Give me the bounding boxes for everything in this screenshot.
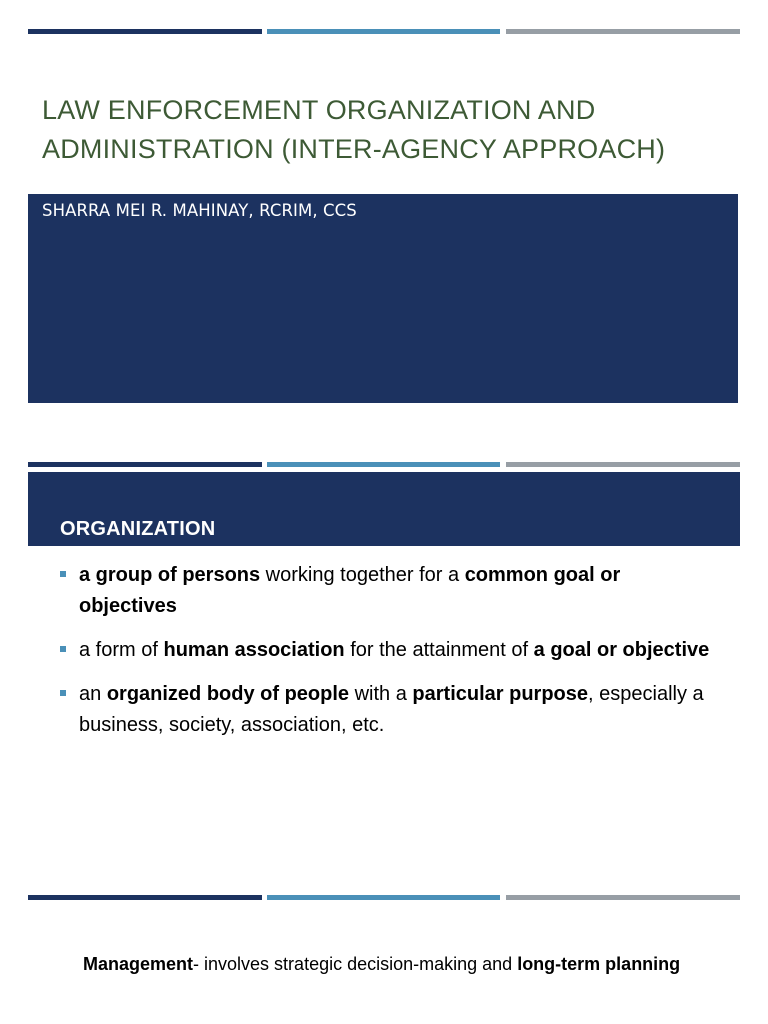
bold-text: Management <box>83 954 194 974</box>
bold-text: human association <box>163 639 345 661</box>
bullet-item <box>60 560 710 622</box>
square-bullet-icon <box>60 646 66 652</box>
slide3-accent-bars <box>28 895 740 900</box>
slide1-title <box>42 91 742 169</box>
square-bullet-icon <box>60 690 66 696</box>
accent-bar-gray <box>506 462 740 467</box>
text-run: working together for a <box>260 564 465 586</box>
bold-text: common goal or objectives <box>79 564 621 617</box>
bullet-item <box>60 635 710 666</box>
bold-text: particular purpose <box>412 683 589 705</box>
slide1-accent-bars <box>28 29 740 34</box>
bold-text: long-term planning <box>517 954 681 974</box>
accent-bar-blue <box>267 895 500 900</box>
square-bullet-icon <box>60 571 66 577</box>
bullet-item <box>60 679 710 741</box>
text-run: - involves strategic decision-making and <box>193 954 518 974</box>
slide1-author-block <box>28 194 738 403</box>
slide1-title-line2: ADMINISTRATION (INTER-AGENCY APPROACH) <box>42 134 666 164</box>
accent-bar-navy <box>28 462 262 467</box>
slide1-title-line1: LAW ENFORCEMENT ORGANIZATION AND <box>42 95 596 125</box>
text-run: with a <box>349 683 413 705</box>
slide2-header-band <box>28 472 740 546</box>
slide1-author: SHARRA MEI R. MAHINAY, RCRIM, CCS <box>42 201 357 220</box>
slide2-accent-bars <box>28 462 740 467</box>
slide3-management-text <box>83 946 703 982</box>
bold-text: organized body of people <box>106 683 350 705</box>
accent-bar-blue <box>267 462 500 467</box>
bold-text: a goal or objective <box>533 639 710 661</box>
accent-bar-navy <box>28 895 262 900</box>
accent-bar-blue <box>267 29 500 34</box>
text-run: for the attainment of <box>344 639 534 661</box>
slide2-heading: ORGANIZATION <box>60 518 216 540</box>
text-run: , especially a business, society, association, etc. <box>79 683 704 736</box>
accent-bar-navy <box>28 29 262 34</box>
bold-text: a group of persons <box>79 564 261 586</box>
slide2-bullet-list <box>60 560 710 754</box>
accent-bar-gray <box>506 29 740 34</box>
text-run: an <box>79 683 107 705</box>
accent-bar-gray <box>506 895 740 900</box>
text-run: a form of <box>79 639 164 661</box>
